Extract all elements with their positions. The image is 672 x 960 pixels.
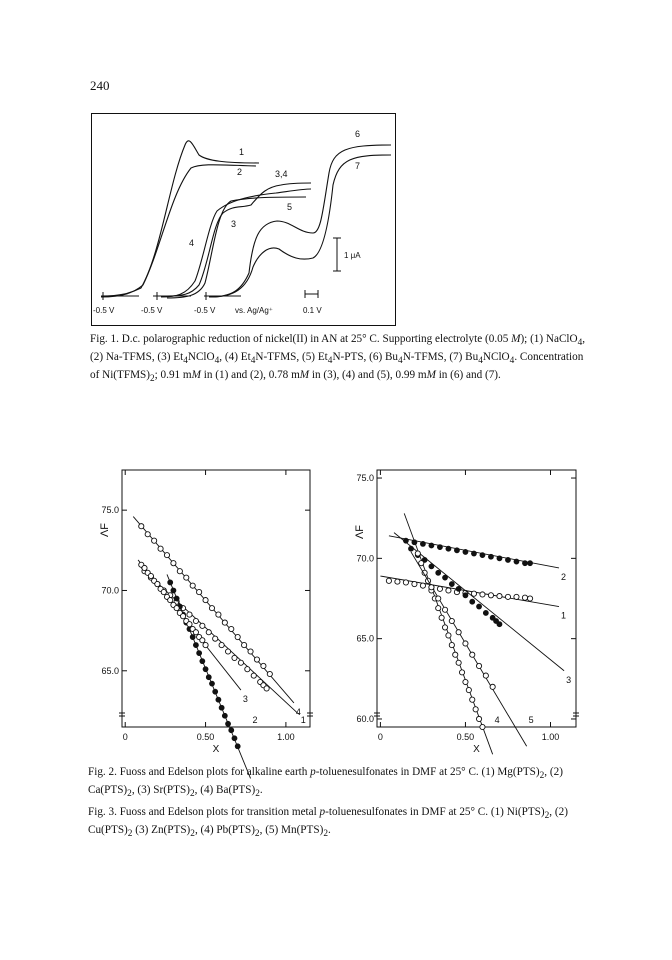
fig2-data-point-3 <box>142 565 147 570</box>
fig2-x-axis-label: X <box>212 744 220 755</box>
fig3-data-point-2 <box>446 546 451 551</box>
fig3-data-point-2 <box>514 559 519 564</box>
fig2-data-point-1 <box>264 686 269 691</box>
fig3-data-point-3 <box>483 610 488 615</box>
figure-1-curve-label: 3,4 <box>275 169 288 179</box>
fig2-y-axis-label: ΛF <box>99 522 111 538</box>
fig2-series-label-4: 4 <box>295 706 301 717</box>
fig3-data-point-4 <box>463 679 468 684</box>
fig2-data-point-2 <box>219 705 224 710</box>
fig3-data-point-3 <box>463 593 468 598</box>
fig2-data-point-4 <box>203 598 208 603</box>
page-number: 240 <box>90 78 110 93</box>
fig3-data-point-2 <box>480 553 485 558</box>
figure-3-caption: Fig. 3. Fuoss and Edelson plots for transition metal p-toluenesulfonates in DMF at 25° C. (1) $Ni(PTS)_2$, (2) $Cu(PTS)_2$ (3) $Zn(PTS)_2$, (4) $Pb(PTS)_2$, (5) $Mn(PTS)_2$. <box>88 806 568 840</box>
reference-electrode-label: vs. Ag/Ag⁺ <box>235 306 274 315</box>
fig2-data-point-4 <box>197 589 202 594</box>
fig2-data-point-1 <box>200 623 205 628</box>
fig2-x-tick-label: 0.50 <box>196 732 215 742</box>
figure-1-polarograms <box>91 113 396 326</box>
fig3-y-tick-label: 70.0 <box>356 553 374 564</box>
fig3-data-point-4 <box>415 551 420 556</box>
fig2-data-point-4 <box>158 546 163 551</box>
fig2-x-tick-label: 1.00 <box>277 732 295 742</box>
potential-label: -0.5 V <box>141 306 163 315</box>
fig2-data-point-3 <box>148 573 153 578</box>
potential-scale-label: 0.1 V <box>303 306 322 315</box>
fig3-data-point-2 <box>527 561 532 566</box>
fig3-data-point-2 <box>522 561 527 566</box>
fig3-data-point-2 <box>429 543 434 548</box>
fig2-data-point-2 <box>168 580 173 585</box>
fig3-data-point-1 <box>514 594 519 599</box>
voltage-scale-bar <box>305 290 318 298</box>
fig2-data-point-4 <box>164 553 169 558</box>
fig3-data-point-4 <box>470 697 475 702</box>
figure-1-frame <box>92 114 396 326</box>
fig2-y-tick-label: 75.0 <box>101 505 119 516</box>
fig2-data-point-4 <box>261 663 266 668</box>
fig2-data-point-2 <box>200 659 205 664</box>
fig3-data-point-5 <box>436 596 441 601</box>
fig3-data-point-4 <box>419 561 424 566</box>
fig2-data-point-3 <box>161 589 166 594</box>
fig3-data-point-1 <box>403 580 408 585</box>
fig3-data-point-5 <box>429 585 434 590</box>
fig2-series-label-2: 2 <box>252 715 258 725</box>
fig2-data-point-4 <box>177 569 182 574</box>
fig3-data-point-5 <box>483 673 488 678</box>
fig2-data-point-4 <box>235 634 240 639</box>
fig2-data-point-2 <box>209 681 214 686</box>
fig3-data-point-5 <box>449 618 454 623</box>
fig2-data-point-4 <box>242 642 247 647</box>
fig3-fit-line-5 <box>411 552 527 746</box>
fig2-data-point-1 <box>238 660 243 665</box>
fig3-data-point-2 <box>497 556 502 561</box>
fig3-data-point-4 <box>436 606 441 611</box>
fig2-data-point-4 <box>145 532 150 537</box>
fig3-data-point-5 <box>463 641 468 646</box>
fig3-data-point-5 <box>476 663 481 668</box>
fig3-data-point-3 <box>497 622 502 627</box>
figure-1-curve-label: 6 <box>355 129 361 139</box>
fig3-y-tick-label: 60.0 <box>356 713 374 724</box>
fig3-data-point-4 <box>459 670 464 675</box>
fig2-data-point-4 <box>216 612 221 617</box>
fig3-data-point-1 <box>446 588 451 593</box>
current-scale-label: 1 μA <box>344 251 361 260</box>
figure-1-curve-label: 7 <box>355 161 361 171</box>
fig3-data-point-5 <box>490 684 495 689</box>
fig2-data-point-4 <box>139 524 144 529</box>
fig3-data-point-3 <box>449 581 454 586</box>
figure-1-curve-label: 2 <box>237 167 243 177</box>
fig2-data-point-4 <box>190 583 195 588</box>
fig2-data-point-2 <box>232 736 237 741</box>
fig2-data-point-3 <box>187 622 192 627</box>
fig3-data-point-2 <box>471 551 476 556</box>
fig2-data-point-3 <box>155 581 160 586</box>
figure-1-curve-label: 3 <box>231 219 237 229</box>
fig3-data-point-1 <box>437 586 442 591</box>
fig2-data-point-2 <box>171 588 176 593</box>
fig3-data-point-1 <box>395 579 400 584</box>
fig3-x-axis-label: X <box>473 744 480 755</box>
fig3-series-label-3: 3 <box>566 674 572 685</box>
fig2-data-point-3 <box>180 614 185 619</box>
fig3-data-point-3 <box>442 575 447 580</box>
figure-1-caption: Fig. 1. D.c. polarographic reduction of nickel(II) in AN at 25° C. Supporting electrolyte (0.05 M); (1) NaClO$_4$, (2) Na-TFMS, (3) $Et_4NClO_4$, (4) $Et_4N$-TFMS, (5) $Et_4N$-PTS, (6) $Bu_4N$-TFMS, (7) $Bu_4NClO_4$. Concentration of $Ni(TFMS)_2$; 0.91 mM in (1) and (2), 0.78 mM in (3), (4) and (5), 0.99 mM in (6) and (7). <box>90 333 586 385</box>
fig2-data-point-4 <box>222 620 227 625</box>
fig3-data-point-1 <box>420 583 425 588</box>
fig3-data-point-5 <box>442 607 447 612</box>
fig3-series-label-5: 5 <box>528 715 534 725</box>
fig3-data-point-4 <box>456 660 461 665</box>
fig3-data-point-2 <box>437 545 442 550</box>
fig3-x-tick-label: 0.50 <box>456 732 475 742</box>
fig2-data-point-4 <box>171 561 176 566</box>
fig3-data-point-4 <box>439 615 444 620</box>
fig3-data-point-4 <box>446 633 451 638</box>
fig3-data-point-3 <box>429 564 434 569</box>
fig3-data-point-4 <box>466 687 471 692</box>
fig2-data-point-1 <box>245 667 250 672</box>
fig3-y-tick-label: 75.0 <box>356 473 374 484</box>
fig3-series-label-4: 4 <box>494 715 500 725</box>
fig3-data-point-4 <box>442 625 447 630</box>
fig3-data-point-2 <box>454 548 459 553</box>
fig2-series-label-3: 3 <box>242 694 248 705</box>
fig3-data-point-2 <box>488 554 493 559</box>
fig2-data-point-2 <box>190 634 195 639</box>
fig3-data-point-5 <box>470 652 475 657</box>
figure-2-chart <box>70 462 320 767</box>
fig2-data-point-4 <box>229 626 234 631</box>
fig3-data-point-1 <box>522 595 527 600</box>
fig3-y-axis-label: ΛF <box>354 524 366 540</box>
fig3-series-label-2: 2 <box>560 571 567 582</box>
fig3-series-label-1: 1 <box>560 610 567 621</box>
fig2-data-point-3 <box>193 630 198 635</box>
fig2-data-point-3 <box>200 638 205 643</box>
fig2-data-point-1 <box>213 636 218 641</box>
current-scale-bar <box>333 238 341 271</box>
fig3-data-point-4 <box>473 707 478 712</box>
polarogram-curve-5 <box>167 197 306 298</box>
fig3-data-point-2 <box>505 557 510 562</box>
fig2-data-point-3 <box>174 606 179 611</box>
fig3-data-point-1 <box>412 581 417 586</box>
fig2-data-point-2 <box>174 596 179 601</box>
fig2-data-point-4 <box>248 649 253 654</box>
fig2-data-point-2 <box>235 744 240 749</box>
fig2-data-point-4 <box>254 657 259 662</box>
fig3-data-point-1 <box>480 592 485 597</box>
figure-1-curve-label: 5 <box>287 202 293 212</box>
fig2-data-point-2 <box>229 728 234 733</box>
fig3-data-point-2 <box>420 541 425 546</box>
figure-1-curve-label: 1 <box>239 147 245 157</box>
fig2-data-point-3 <box>203 642 208 647</box>
fig3-data-point-5 <box>456 630 461 635</box>
polarogram-curve-2 <box>101 165 256 297</box>
fig3-y-tick-label: 65.0 <box>356 633 374 644</box>
fig2-data-point-4 <box>152 538 157 543</box>
figure-3-chart <box>340 462 585 767</box>
fig2-data-point-2 <box>225 721 230 726</box>
fig2-data-point-2 <box>197 651 202 656</box>
fig2-data-point-1 <box>251 673 256 678</box>
fig3-data-point-4 <box>476 716 481 721</box>
fig2-data-point-1 <box>232 655 237 660</box>
fig3-data-point-1 <box>505 594 510 599</box>
fig2-data-point-1 <box>206 630 211 635</box>
fig2-data-point-3 <box>168 598 173 603</box>
fig3-data-point-1 <box>527 596 532 601</box>
fig2-data-point-2 <box>203 667 208 672</box>
fig2-data-point-1 <box>187 612 192 617</box>
fig3-data-point-1 <box>471 591 476 596</box>
fig2-data-point-1 <box>225 649 230 654</box>
fig3-data-point-2 <box>463 549 468 554</box>
fig3-data-point-3 <box>408 546 413 551</box>
fig2-y-tick-label: 65.0 <box>101 665 119 676</box>
fig2-data-point-4 <box>209 606 214 611</box>
fig2-data-point-4 <box>184 575 189 580</box>
fig3-data-point-1 <box>488 593 493 598</box>
fig3-x-tick-label: 0 <box>377 732 383 742</box>
fig2-data-point-1 <box>193 618 198 623</box>
fig2-data-point-1 <box>219 642 224 647</box>
fig3-x-tick-label: 1.00 <box>541 732 560 742</box>
fig3-data-point-3 <box>476 604 481 609</box>
fig2-data-point-2 <box>206 675 211 680</box>
fig3-data-point-3 <box>470 599 475 604</box>
fig3-data-point-4 <box>453 652 458 657</box>
figure-2-caption: Fig. 2. Fuoss and Edelson plots for alkaline earth p-toluenesulfonates in DMF at 25° C. (1) $Mg(PTS)_2$, (2) $Ca(PTS)_2$, (3) $Sr(PTS)_2$, (4) $Ba(PTS)_2$. <box>88 766 563 800</box>
fig3-plot-frame <box>377 470 576 727</box>
figure-1-curve-label: 4 <box>189 238 195 248</box>
fig2-data-point-2 <box>193 642 198 647</box>
fig2-data-point-2 <box>222 713 227 718</box>
potential-label: -0.5 V <box>93 306 115 315</box>
fig3-data-point-3 <box>436 570 441 575</box>
fig3-data-point-1 <box>386 578 391 583</box>
fig2-y-tick-label: 70.0 <box>101 585 119 596</box>
fig3-data-point-4 <box>480 724 485 729</box>
potential-label: -0.5 V <box>194 306 216 315</box>
fig3-data-point-1 <box>497 593 502 598</box>
fig3-data-point-4 <box>449 642 454 647</box>
fig2-data-point-2 <box>213 689 218 694</box>
fig2-data-point-2 <box>216 697 221 702</box>
fig2-data-point-4 <box>267 671 272 676</box>
fig2-x-tick-label: 0 <box>122 732 128 742</box>
fig2-series-label-1: 1 <box>300 715 306 725</box>
fig3-data-point-3 <box>456 586 461 591</box>
